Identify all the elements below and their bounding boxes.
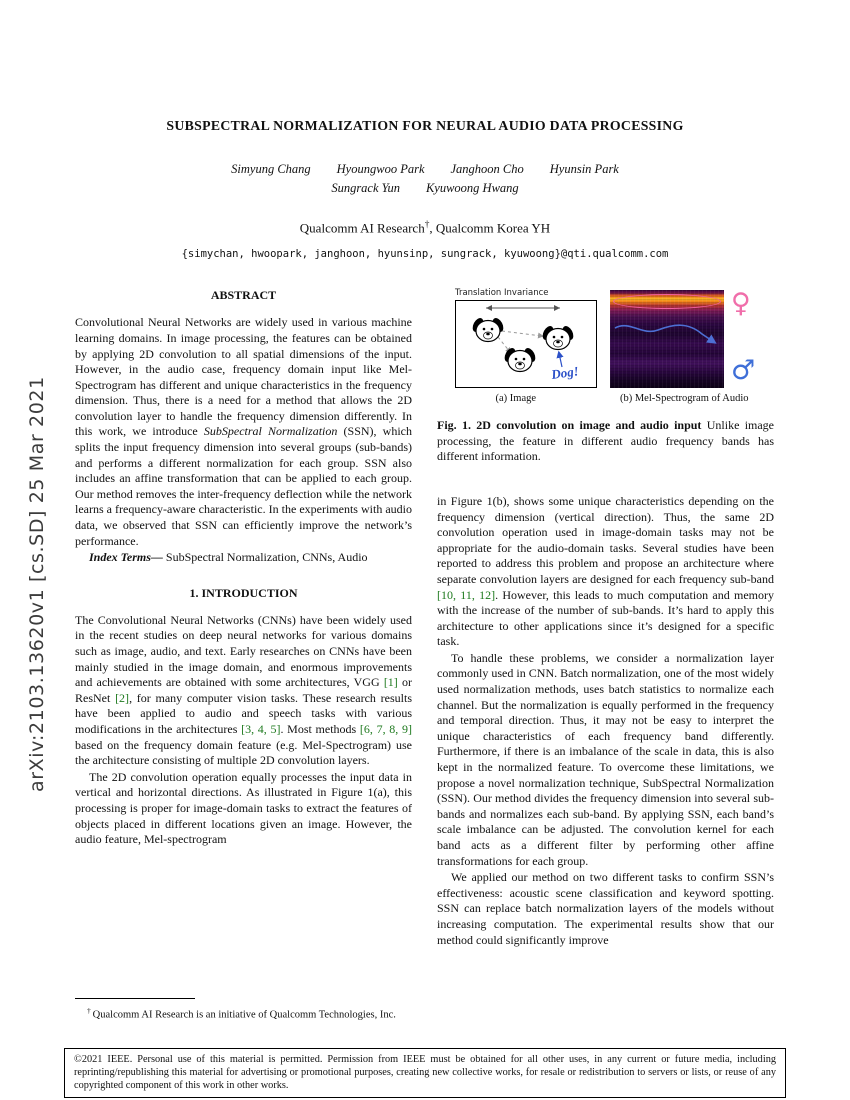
- text-segment: Convolutional Neural Networks are widely used in various machine learning domains. In image processing, the features can be obtained by applying 2D convolution to all spatial dimensions of the input. However, in the audio case, frequency domain input like Mel-Spectrogram has different and unique characteristics in the frequency dimension. Thus, there is a need for a method that allows the 2D convolution layer to handle the frequency dimension differently. In this work, we introduce: [75, 315, 412, 439]
- figure-1: [437, 288, 774, 404]
- author-name: Kyuwoong Hwang: [425, 181, 519, 195]
- figure-1-sublabels: [437, 393, 774, 404]
- text-segment: , for many computer vision tasks. These research results have been applied to audio and speech tasks with various modifications in the architectures: [75, 690, 412, 736]
- citation-link[interactable]: [10, 11, 12]: [437, 587, 496, 602]
- dog-illustration: [456, 301, 593, 384]
- text-segment: in Figure 1(b), shows some unique characteristics depending on the frequency dimension (vertical direction). Thus, the same 2D convolution operation used in image-domain tasks may not be appropriate for the audio-domain tasks. Several studies have been reported to address this problem and propose an architecture where separate convolution layers are designed for each frequency sub-band: [437, 493, 774, 586]
- body-paragraph-3: We applied our method on two different tasks to confirm SSN’s effectiveness: acoustic scene classification and keyword spotting. SSN can replace batch normalization layers of the models without increasing computation. The experimental results show that our method could significantly improve: [437, 870, 774, 947]
- footnote-rule: [75, 998, 195, 999]
- paper-title: SUBSPECTRAL NORMALIZATION FOR NEURAL AUDIO DATA PROCESSING: [166, 118, 684, 133]
- citation-link[interactable]: [3, 4, 5]: [241, 721, 281, 736]
- citation-link[interactable]: [2]: [115, 690, 130, 705]
- affiliation: [75, 220, 775, 236]
- author-name: Hyoungwoo Park: [336, 162, 425, 176]
- text-segment: 2D convolution on image and audio input: [476, 418, 707, 433]
- dog-face-icon: [503, 347, 538, 372]
- figure-1-caption: [437, 418, 774, 464]
- figure-1-panel-b: [610, 290, 755, 388]
- abstract-heading: ABSTRACT: [210, 288, 277, 303]
- author-name: Simyung Chang: [231, 162, 311, 176]
- copyright-notice: ©2021 IEEE. Personal use of this material is permitted. Permission from IEEE must be obtained for all other uses, in any current or future media, including reprinting/republishing this material for advertising or promotional purposes, creating new collective works, for resale or redistribution to servers or lists, or reuse of any copyrighted component of this work in other works.: [64, 1048, 786, 1098]
- text-segment: SubSpectral Normalization: [203, 424, 338, 439]
- author-name: Janghoon Cho: [450, 162, 524, 176]
- right-column: [437, 288, 774, 948]
- text-segment: Unlike image processing, the feature in different audio frequency bands has different information.: [437, 418, 775, 463]
- author-name: Sungrack Yun: [331, 181, 400, 195]
- text-segment: †: [424, 220, 430, 230]
- text-segment: (SSN), which splits the input frequency dimension into several groups (sub-bands) and performs a different normalization for each group. SSN also includes an affine transformation that can be applied to each group. Our method removes the inter-frequency deflection while the network learns a frequency-aware characteristic. In the experiments with audio data, we observed that SSN can efficiently improve the network’s performance.: [75, 424, 412, 548]
- abstract-paragraph: [75, 315, 412, 549]
- text-segment: Index Terms—: [89, 550, 166, 565]
- body-paragraph-1: [437, 494, 774, 650]
- text-segment: . Most methods: [280, 721, 360, 736]
- gender-symbols: [731, 288, 756, 387]
- text-segment: †: [87, 1006, 93, 1015]
- left-column: [75, 288, 412, 847]
- text-segment: SubSpectral Normalization, CNNs, Audio: [165, 550, 368, 565]
- email-line: {simychan, hwoopark, janghoon, hyunsinp, sungrack, kyuwoong}@qti.qualcomm.com: [181, 248, 669, 261]
- mel-spectrogram-image: [610, 290, 724, 388]
- male-symbol-icon: ♂: [731, 355, 756, 387]
- dog-face-icon: [471, 317, 506, 342]
- female-symbol-icon: ♀: [731, 288, 751, 320]
- citation-link[interactable]: [1]: [383, 675, 398, 690]
- dog-callout-label: Dog!: [550, 363, 580, 383]
- text-segment: Qualcomm AI Research is an initiative of Qualcomm Technologies, Inc.: [92, 1009, 396, 1021]
- image-panel: [455, 300, 597, 388]
- text-segment: , Qualcomm Korea YH: [429, 220, 551, 236]
- intro-paragraph-1: [75, 613, 412, 769]
- dog-face-icon: [541, 325, 576, 350]
- author-line-1: [75, 162, 775, 177]
- text-segment: based on the frequency domain feature (e.g. Mel-Spectrogram) use the architecture consisting of multiple 2D convolution layers.: [75, 737, 412, 768]
- panel-b-label: (b) Mel-Spectrogram of Audio: [619, 393, 749, 405]
- two-column-body: [75, 288, 775, 948]
- index-terms: [75, 550, 412, 566]
- author-name: Hyunsin Park: [549, 162, 619, 176]
- section-heading-introduction: 1. INTRODUCTION: [189, 585, 298, 600]
- text-segment: Qualcomm AI Research: [299, 220, 425, 236]
- footnote: [75, 998, 412, 1022]
- body-paragraph-2: To handle these problems, we consider a normalization layer commonly used in CNN. Batch normalization, one of the most widely used normalization methods, uses batch statistics to normalize each channel. But the normalization is equally performed in the frequency and temporal direction. Thus, it may not be easy to interpret the unique characteristics of each frequency band differently. Furthermore, if there is an imbalance of the scale in data, this is also kept in the normalized feature. To overcome these limitations, we propose a novel normalization technique, SubSpectral Normalization (SSN). Our method divides the frequency dimension into several sub-bands and normalizes each sub-band. By applying SSN, each band’s scale imbalance can be adjusted. The convolution kernel for each band acts as a different filter by performing other affine transformations for each group.: [437, 650, 774, 868]
- text-segment: .: [467, 418, 477, 433]
- figure-1-panels: [437, 288, 774, 388]
- spectrogram-annotations: [610, 290, 724, 388]
- text-segment: or ResNet: [75, 675, 412, 705]
- citation-link[interactable]: [6, 7, 8, 9]: [359, 721, 412, 736]
- intro-paragraph-2: The 2D convolution operation equally processes the input data in vertical and horizontal directions. As illustrated in Figure 1(a), this processing is proper for image-domain tasks to extract the features of objects placed in different locations given an image. However, the audio feature, Mel-spectrogram: [75, 769, 412, 847]
- figure-1-panel-a: [455, 288, 597, 388]
- author-line-2: [75, 181, 775, 196]
- translation-invariance-label: Translation Invariance: [455, 288, 549, 299]
- paper-page: [75, 118, 775, 948]
- text-segment: . However, this leads to much computation and memory with the increase of the number of sub-bands. It’s hard to apply this architecture to other applications since it’s designed for a specific task.: [437, 587, 774, 649]
- text-segment: Fig. 1: [437, 418, 468, 433]
- arxiv-stamp: arXiv:2103.13620v1 [cs.SD] 25 Mar 2021: [26, 376, 48, 792]
- text-segment: The Convolutional Neural Networks (CNNs) have been widely used in the recent studies on deep neural networks for various domains such as image, audio, and text. Early researches on CNNs have been mainly studied in the image domain, and enormous improvements and achievements are obtained with some architectures, VGG: [75, 612, 412, 690]
- panel-a-label: (a) Image: [495, 393, 537, 405]
- footnote-text: [75, 1004, 412, 1022]
